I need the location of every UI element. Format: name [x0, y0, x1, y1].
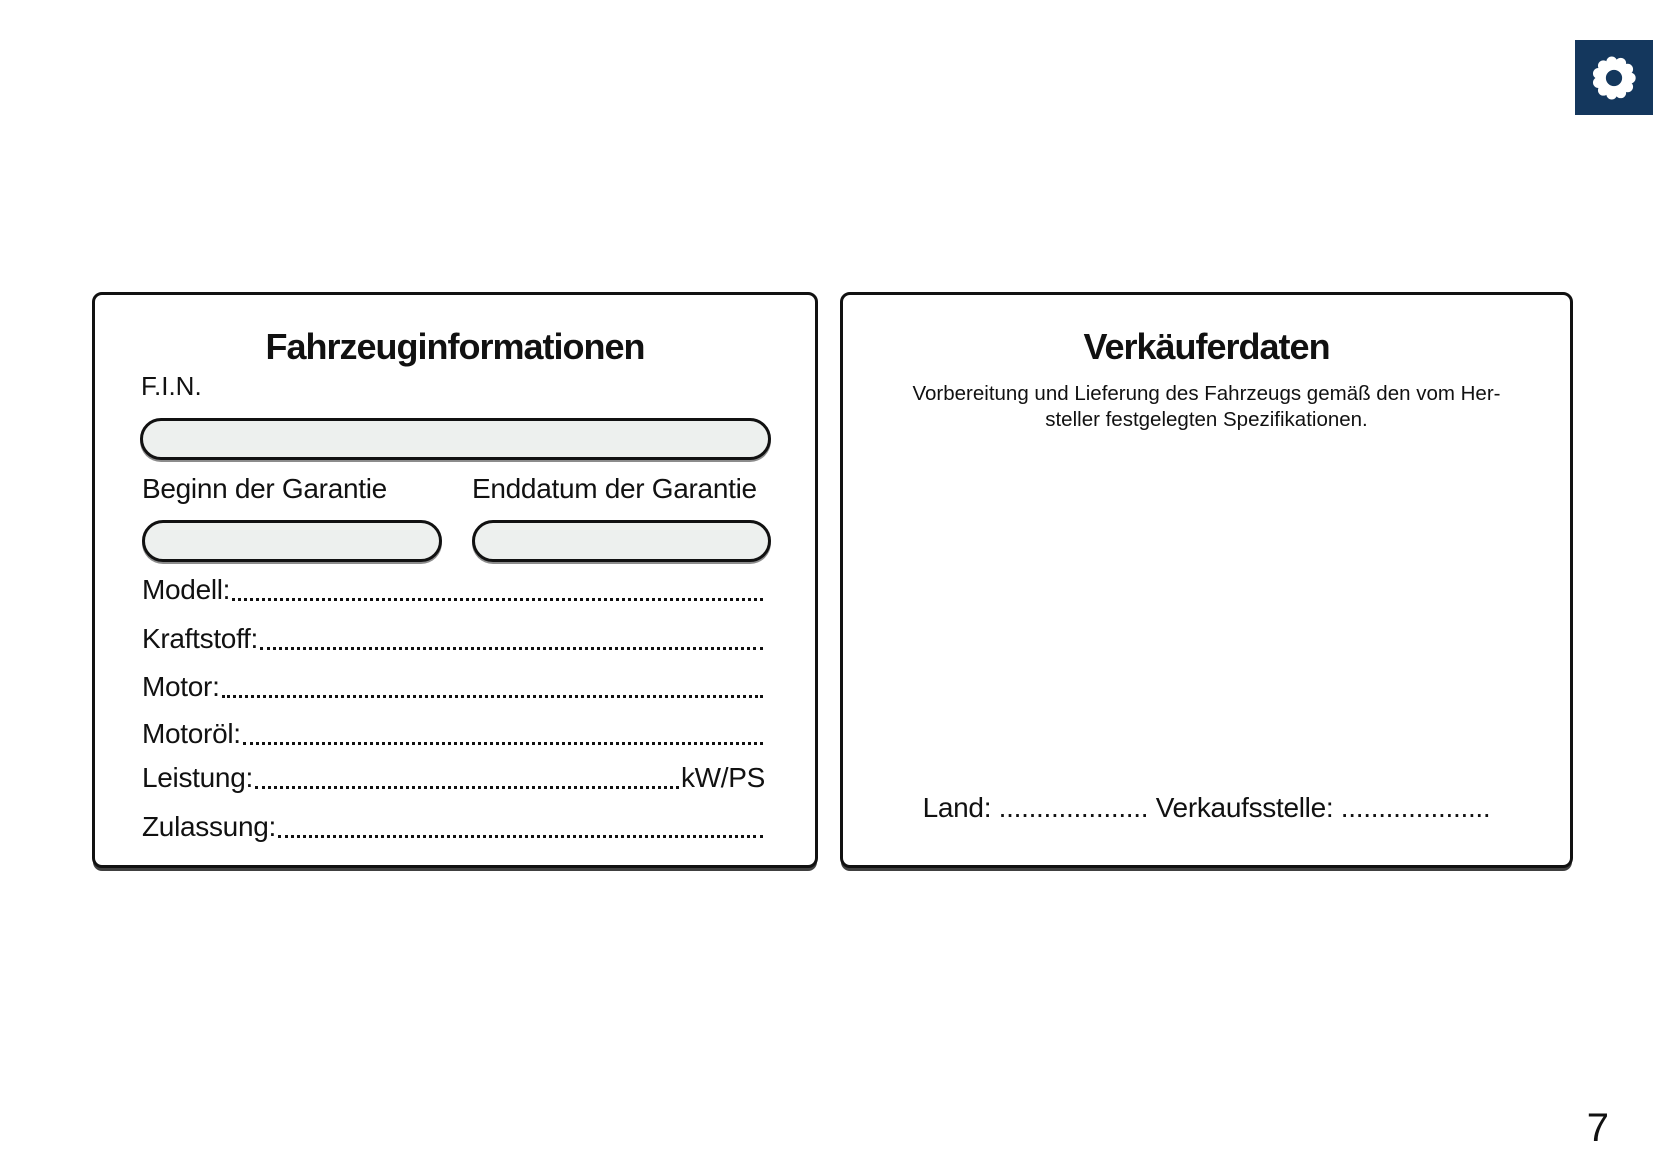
vehicle-field-label: Kraftstoff:: [142, 623, 259, 654]
vehicle-field-label: Leistung:: [142, 762, 253, 793]
country-salespoint-line: Land: .................... Verkaufsstelle: ....................: [922, 792, 1491, 823]
dotted-leader-line: [222, 695, 763, 698]
seller-data-box: [840, 292, 1573, 868]
vehicle-field-label: Modell:: [142, 574, 231, 605]
dotted-leader-line: [232, 598, 763, 601]
vehicle-field-row: [142, 715, 765, 751]
fin-label: F.I.N.: [141, 371, 202, 401]
seller-data-note-line1: Vorbereitung und Lieferung des Fahrzeugs gemäß den vom Her-: [912, 382, 1501, 405]
warranty-start-label: Beginn der Garantie: [142, 473, 387, 504]
gear-icon: [1588, 52, 1640, 104]
vehicle-field-label: Motoröl:: [142, 718, 241, 749]
vehicle-field-row: [142, 620, 765, 656]
seller-data-note-line2: steller festgelegten Spezifikationen.: [1045, 408, 1368, 431]
warranty-end-label: Enddatum der Garantie: [472, 473, 757, 504]
vehicle-info-box: [92, 292, 818, 868]
dotted-leader-line: [260, 647, 763, 650]
vehicle-field-row: [142, 808, 765, 844]
vehicle-fields: [142, 295, 765, 865]
vehicle-field-row: [142, 668, 765, 704]
vehicle-field-label: Motor:: [142, 671, 220, 702]
vehicle-field-row: [142, 759, 765, 795]
page-number: 7: [1586, 1106, 1609, 1150]
dotted-leader-line: [243, 742, 763, 745]
vehicle-info-title: Fahrzeuginformationen: [265, 326, 645, 367]
seller-data-note: [881, 381, 1532, 433]
vehicle-field-suffix: kW/PS: [680, 762, 765, 793]
vehicle-field-label: Zulassung:: [142, 811, 276, 842]
vehicle-field-row: [142, 571, 765, 607]
dotted-leader-line: [278, 835, 763, 838]
dotted-leader-line: [255, 786, 679, 789]
seller-data-title: Verkäuferdaten: [1083, 326, 1330, 367]
settings-badge: [1575, 40, 1653, 115]
